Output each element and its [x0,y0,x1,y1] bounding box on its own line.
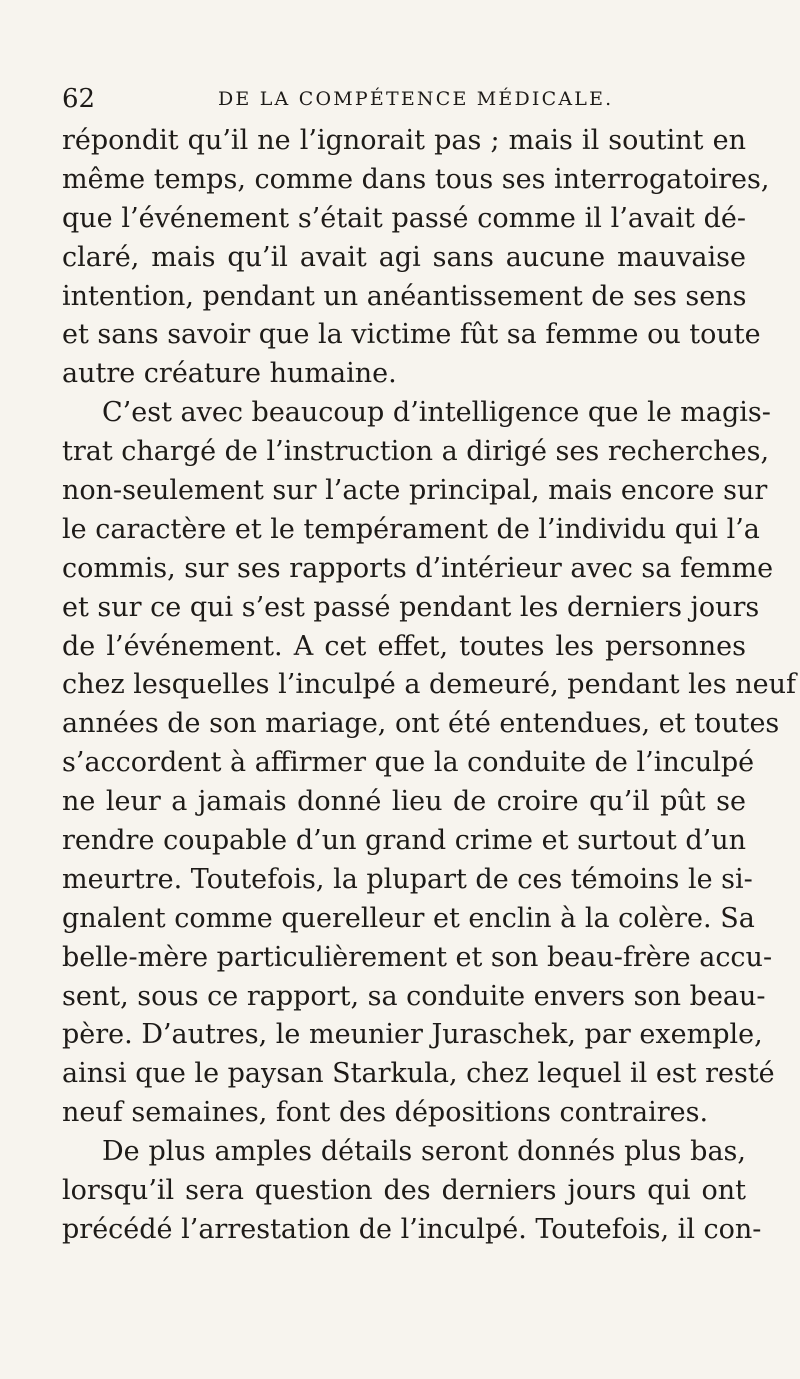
text-line: autre créature humaine. [62,358,397,390]
paragraph-start-line: De plus amples détails seront donnés plus bas, [102,1136,746,1168]
text-line: que l’événement s’était passé comme il l’avait dé- [62,202,746,234]
text-line: et sur ce qui s’est passé pendant les derniers jours [62,591,760,623]
text-line: claré, mais qu’il avait agi sans aucune mauvaise [62,241,746,273]
text-line: le caractère et le tempérament de l’individu qui l’a [62,513,760,545]
text-line: non-seulement sur l’acte principal, mais encore sur [62,475,768,507]
text-line: répondit qu’il ne l’ignorait pas ; mais il soutint en [62,125,746,156]
text-line: sent, sous ce rapport, sa conduite envers son beau- [62,980,766,1012]
text-line: ainsi que le paysan Starkula, chez lequel il est resté [62,1058,775,1090]
text-line: lorsqu’il sera question des derniers jours qui ont [62,1175,746,1207]
text-line: s’accordent à affirmer que la conduite de l’inculpé [62,747,755,779]
paragraph-start-line: C’est avec beaucoup d’intelligence que le magis- [102,397,771,429]
text-line: belle-mère particulièrement et son beau-frère accu- [62,941,773,973]
text-line: de l’événement. A cet effet, toutes les personnes [62,630,746,662]
text-line: gnalent comme querelleur et enclin à la colère. Sa [62,902,755,934]
text-line: neuf semaines, font des dépositions contraires. [62,1097,709,1129]
text-line: années de son mariage, ont été entendues, et toutes [62,708,780,740]
page-header [62,84,740,120]
text-line: commis, sur ses rapports d’intérieur avec sa femme [62,552,774,584]
text-line: précédé l’arrestation de l’inculpé. Toutefois, il con- [62,1213,762,1245]
running-head: DE LA COMPÉTENCE MÉDICALE. [218,88,614,110]
text-line: et sans savoir que la victime fût sa femme ou toute [62,319,761,351]
text-line: même temps, comme dans tous ses interrogatoires, [62,163,770,195]
text-line: trat chargé de l’instruction a dirigé ses recherches, [62,436,770,468]
page-number: 62 [62,84,96,114]
body-text [62,122,796,1250]
text-line: rendre coupable d’un grand crime et surtout d’un [62,825,746,857]
text-line: chez lesquelles l’inculpé a demeuré, pendant les neuf [62,669,796,701]
text-line: meurtre. Toutefois, la plupart de ces témoins le si- [62,863,753,895]
text-line: père. D’autres, le meunier Juraschek, par exemple, [62,1019,763,1051]
text-line: intention, pendant un anéantissement de ses sens [62,280,747,312]
text-line: ne leur a jamais donné lieu de croire qu’il pût se [62,786,746,818]
